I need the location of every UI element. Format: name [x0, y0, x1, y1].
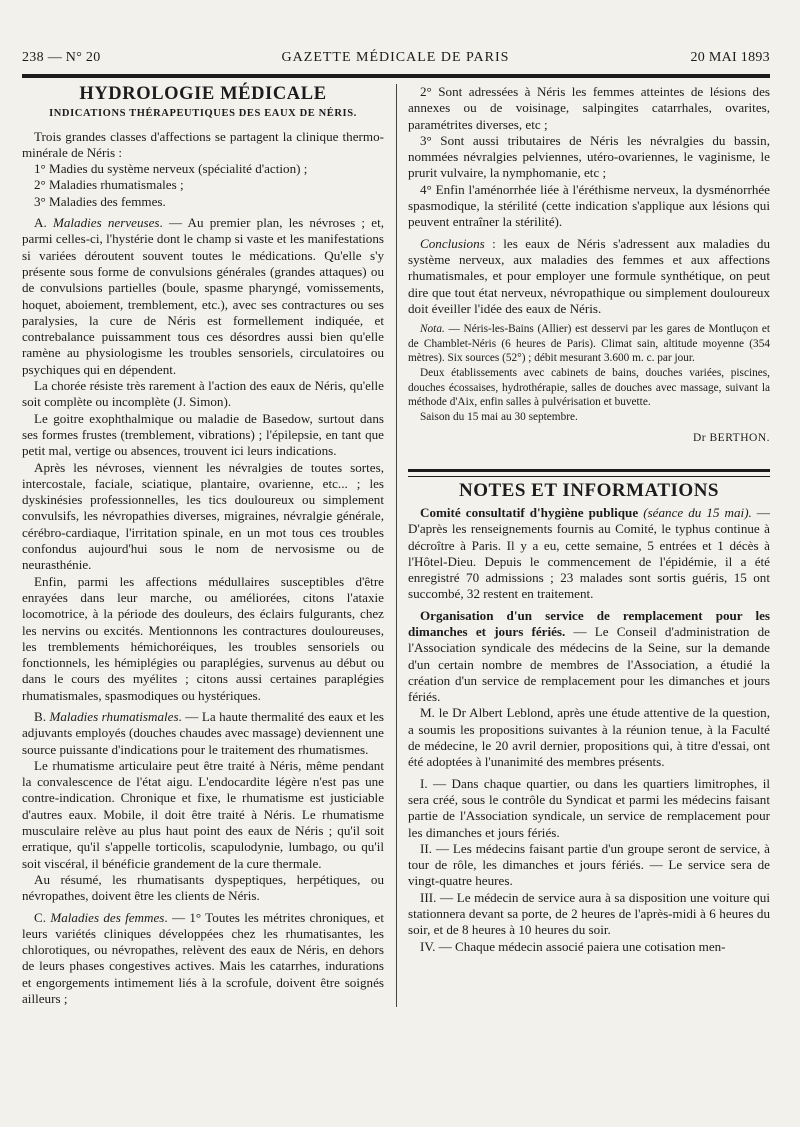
conclusions-lead: Conclusions: [420, 235, 485, 251]
organisation-text: — Le Conseil d'administration de l'Association syndicale des médecins de la Seine, sur la demande d'un certain nombre de membres de l'Association, a étudié la création d'un service de remplacement pour les dimanches et jours fériés.: [408, 623, 770, 705]
paragraph-annexes: 2° Sont adressées à Néris les femmes atteintes de lésions des annexes ou de voisinage, salpingites catarrhales, ovarites, paramétrites diverses, etc ;: [408, 84, 770, 132]
section-rule-thin: [408, 476, 770, 477]
notes-title: NOTES ET INFORMATIONS: [458, 479, 719, 501]
paragraph-nevralgies: Après les névroses, viennent les névralgies de toutes sortes, intercostale, faciale, sciatique, plantaire, ovarienne, etc... ; les dyskinésies professionnelles, les tics douloureux ou simplement convulsifs, les névropathies diverses, migraines, névralgie générale, cérébro-cardiaque, l'irritation spinale, en un mot tous ces troubles confondus aujourd'hui sous le nom de nervosisme ou de neurasthénie.: [22, 459, 384, 573]
comite-paragraph: [408, 505, 770, 603]
intro-paragraph: Trois grandes classes d'affections se partagent la clinique thermo-minérale de Néris :: [22, 128, 384, 160]
paragraph-medullaires: Enfin, parmi les affections médullaires susceptibles d'être enrayées dans leur marche, ou améliorées, citons l'ataxie locomotrice, à la période des douleurs, des éclairs fulgurants, chez les nervins ou excités. Mentionnons les contractures douloureuses, les tremblements hémichoréiques, les troubles sensoriels ou fonctionnels, les hémiplégies ou paraplégies, survenus au début ou dans le cours des myélites ; citons aussi certaines paraplégies rhumatismales, spasmodiques ou hystériques.: [22, 573, 384, 703]
class-item: 2° Maladies rhumatismales ;: [34, 177, 184, 193]
paragraph-resume: Au résumé, les rhumatisants dyspeptiques, herpétiques, ou névropathes, doivent être les clients de Néris.: [22, 871, 384, 904]
nota-text: — Néris-les-Bains (Allier) est desservi par les gares de Montluçon et de Chamblet-Néris (6 heures de Paris). Climat sain, altitude moyenne (354 mètres). Six sources (52°) ; débit mesurant 3.600 m. c. par jour.: [408, 323, 770, 365]
paragraph-rhumatisme: Le rhumatisme articulaire peut être traité à Néris, même pendant la convalescence de l'état aigu. L'endocardite légère n'est pas une contre-indication. Chronique et fixe, le rhumatisme est justiciable d'autres eaux. Mobile, il doit être traité à Néris. Le rhumatisme musculaire relève au plus haut point des eaux de Néris ; qu'il soit erratique, qu'il s'appelle torticolis, scapulodynie, lumbago, ou qu'il soit viscéral, il bénéficie grandement de la cure thermale.: [22, 757, 384, 871]
saison-paragraph: Saison du 15 mai au 30 septembre.: [420, 410, 578, 423]
paragraph-chorea: La chorée résiste très rarement à l'action des eaux de Néris, qu'elle soit complète ou incomplète (J. Simon).: [22, 378, 384, 410]
section-subtitle: INDICATIONS THÉRAPEUTIQUES DES EAUX DE NÉRIS.: [49, 108, 357, 120]
paragraph-amenorrhee: 4° Enfin l'aménorrhée liée à l'éréthisme nerveux, la dysménorrhée spasmodique, la stérilité (cette indication s'applique aux lésions qui peuvent entraîner la stérilité).: [408, 181, 770, 230]
article-3: III. — Le médecin de service aura à sa disposition une voiture qui stationnera devant sa porte, de 2 heures de l'après-midi à 6 heures du soir, et de 8 heures à 10 heures du soir.: [408, 889, 770, 938]
paragraph-a1: [22, 215, 384, 378]
article-1: I. — Dans chaque quartier, ou dans les quartiers limitrophes, il sera créé, sous le contrôle du Syndicat et parmi les médecins faisant partie de l'Association syndicale, un service de remplacement pour les dimanches et jours fériés.: [408, 775, 770, 840]
paragraph-c1: [22, 910, 384, 1008]
author-signature: Dr BERTHON.: [693, 432, 770, 445]
paragraph-lead-italic: Maladies rhumatismales: [49, 708, 179, 724]
section-rule: [408, 469, 770, 472]
organisation-lead: Organisation d'un service de remplacement pour les dimanches et jours fériés.: [408, 607, 770, 639]
paragraph-bassin: 3° Sont aussi tributaires de Néris les névralgies du bassin, nommées névralgies pelviennes, utéro-ovariennes, le vaginisme, le prurit vulvaire, la nymphomanie, etc ;: [408, 132, 770, 181]
class-item: 1° Madies du système nerveux (spécialité d'action) ;: [34, 161, 308, 177]
section-title: HYDROLOGIE MÉDICALE: [79, 84, 327, 104]
paragraph-b1: [22, 709, 384, 758]
leblond-paragraph: M. le Dr Albert Leblond, après une étude attentive de la question, a soumis les propositions suivantes à la réunion tenue, à la Faculté de médecine, le 20 avril dernier, propositions qui, à titre d'essai, ont été adoptées à l'unanimité des membres présents.: [408, 705, 770, 770]
article-2: II. — Les médecins faisant partie d'un groupe seront de service, à tour de rôle, les dimanches et jours fériés. — Le service sera de vingt-quatre heures.: [408, 840, 770, 889]
conclusions-paragraph: [408, 236, 770, 317]
class-item: 3° Maladies des femmes.: [34, 193, 166, 209]
paragraph-lead: B.: [34, 708, 50, 724]
paragraph-goitre: Le goitre exophthalmique ou maladie de Basedow, surtout dans ses formes frustes (tremblement, vibrations) ; l'épilepsie, en tant que petit mal, vertige ou absences, trouvent ici leurs indications.: [22, 410, 384, 459]
paragraph-text: . — 1° Toutes les métrites chroniques, et leurs variétés cliniques développées chez les rhumatisantes, les chlorotiques, ou névropathes, relèvent des eaux de Néris, en dehors de leurs phases congestives actives. Mais les catarrhes, indurations et engorgements intimement liés à la scrofule, doivent être soignés ailleurs ;: [22, 909, 384, 1007]
conclusions-text: : les eaux de Néris s'adressent aux maladies du système nerveux, aux maladies des femmes et aux affections rhumatismales, et pour employer une formule synthétique, on peut dire que tout état nerveux, névropathique ou simplement douloureux doit éveiller l'idée des eaux de Néris.: [408, 235, 770, 316]
page-number: 238 — N° 20: [22, 50, 101, 65]
comite-date: (séance du 15 mai).: [638, 504, 752, 520]
comite-lead: Comité consultatif d'hygiène publique: [420, 504, 639, 520]
paragraph-text: . — Au premier plan, les névroses ; et, parmi celles-ci, l'hystérie dont le champ si vaste et les manifestations si variées déroutent souvent toutes le médications. Qu'elle s'y présente sous forme de convulsions générales (grandes attaques) ou de convulsions partielles (boule, spasme pharyngé, vomissements, hoquet, aboiement, tremblement, etc.), avec ses contractures ou ses paralysies, la cure de Néris est formellement indiquée, et contrebalance puissamment tous ces désordres aussi bien qu'elle ramène au physiologisme les troubles sensoriels, circulatoires ou psychiques qui en dépendent.: [22, 215, 384, 377]
journal-title: GAZETTE MÉDICALE DE PARIS: [281, 50, 510, 65]
nota-lead: Nota.: [420, 323, 445, 336]
running-head: [22, 50, 770, 72]
organisation-paragraph: [408, 608, 770, 706]
nota-paragraph: [408, 322, 770, 366]
paragraph-lead-italic: Maladies nerveuses: [52, 215, 160, 231]
paragraph-lead-italic: Maladies des femmes: [50, 909, 165, 925]
paragraph-lead: C.: [34, 909, 51, 925]
classes-list: [22, 161, 384, 210]
comite-text: — D'après les renseignements fournis au Comité, le typhus continue à décroître à Paris. Il y a eu, cette semaine, 5 entrées et 1 décès à l'Hôtel-Dieu. Depuis le commencement de l'épidémie, il a été enregistré 70 admissions ; 23 malades sont sortis guéris, 15 ont succombé, 32 restent en traitement.: [408, 504, 770, 602]
columns: [22, 84, 770, 1007]
paragraph-text: . — La haute thermalité des eaux et les adjuvants employés (douches chaudes avec massage) deviennent une source puissante d'indications pour le traitement des rhumatismes.: [22, 708, 384, 757]
right-column: [397, 84, 770, 1007]
etablissements-paragraph: Deux établissements avec cabinets de bains, douches variées, piscines, douches écossaises, hydrothérapie, salles de douches avec massage, suivant la méthode d'Aix, enfin salles à pulvérisation et buvette.: [408, 366, 770, 409]
header-rule: [22, 74, 770, 78]
left-column: [22, 84, 397, 1007]
paragraph-lead: A.: [34, 215, 53, 231]
issue-date: 20 MAI 1893: [690, 50, 770, 65]
article-4: IV. — Chaque médecin associé paiera une cotisation men-: [420, 938, 726, 954]
